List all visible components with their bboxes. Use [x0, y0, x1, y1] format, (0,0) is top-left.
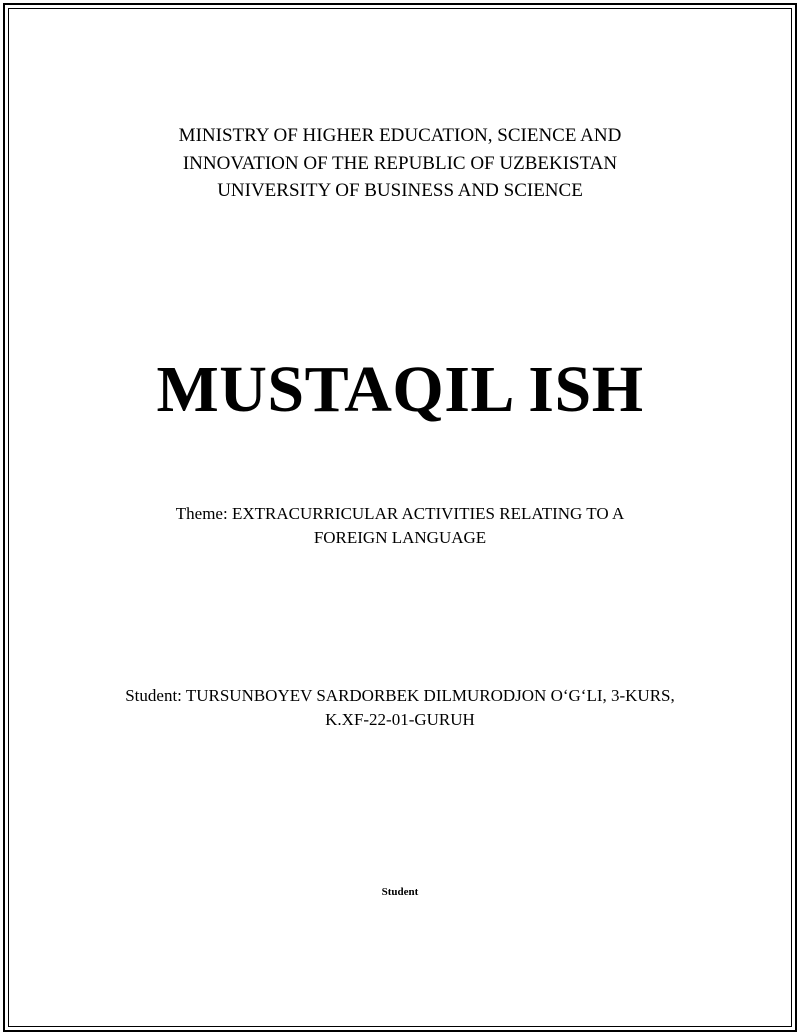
ministry-line-2: INNOVATION OF THE REPUBLIC OF UZBEKISTAN: [182, 152, 618, 174]
ministry-header: [0, 122, 800, 205]
university-name: UNIVERSITY OF BUSINESS AND SCIENCE: [217, 180, 583, 201]
document-title: MUSTAQIL ISH: [156, 353, 644, 426]
ministry-line-1: MINISTRY OF HIGHER EDUCATION, SCIENCE AND: [178, 125, 622, 146]
student-footer-label: Student: [381, 886, 419, 898]
theme-text: Theme: EXTRACURRICULAR ACTIVITIES RELATING TO A FOREIGN LANGUAGE: [175, 504, 625, 547]
student-info: Student: TURSUNBOYEV SARDORBEK DILMURODJON O‘G‘LI, 3-KURS, K.XF-22-01-GURUH: [125, 686, 675, 729]
